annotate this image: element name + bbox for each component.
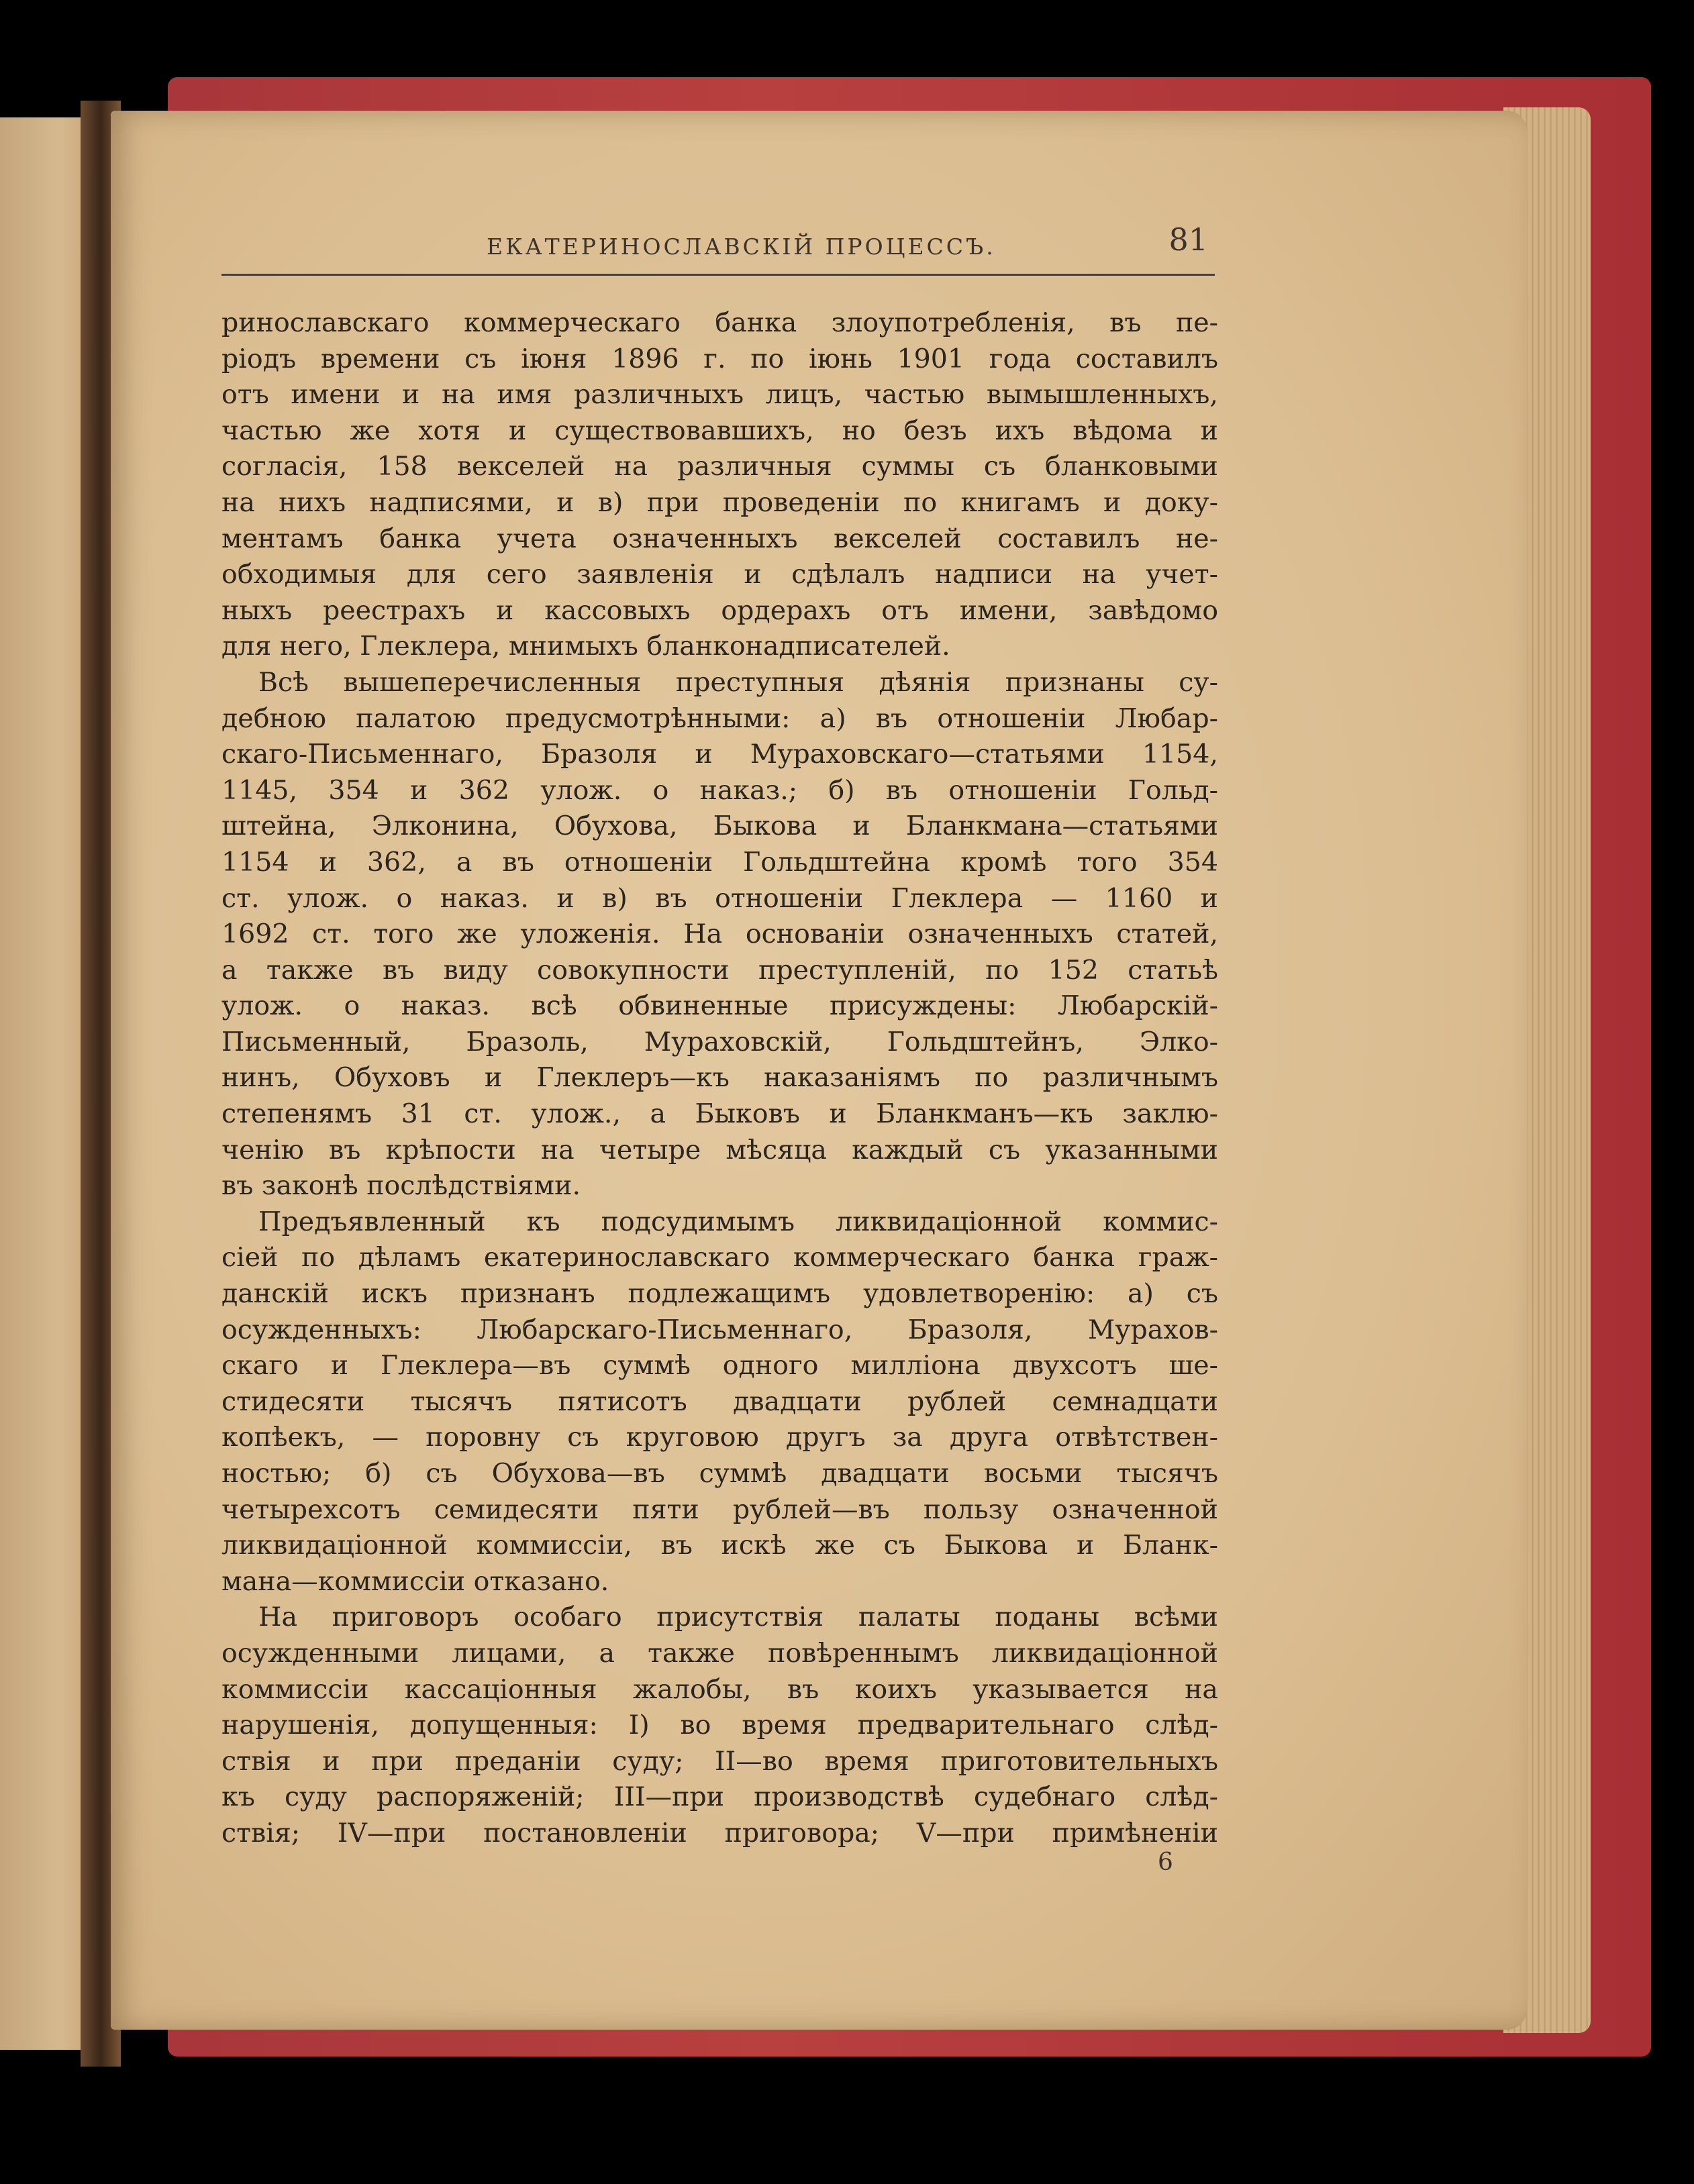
text-line: нинъ, Обуховъ и Глеклеръ—къ наказаніямъ по различнымъ <box>221 1062 1218 1094</box>
text-line: 1145, 354 и 362 улож. о наказ.; б) въ отношеніи Гольд- <box>221 774 1218 806</box>
text-line: осужденными лицами, а также повѣреннымъ ликвидаціонной <box>221 1637 1218 1669</box>
text-line: улож. о наказ. всѣ обвиненные присуждены: Любарскій- <box>221 990 1218 1022</box>
paragraph-first-line: Всѣ вышеперечисленныя преступныя дѣянія признаны су- <box>258 666 1218 698</box>
text-line: обходимыя для сего заявленія и сдѣлалъ надписи на учет- <box>221 559 1218 590</box>
text-line: данскій искъ признанъ подлежащимъ удовлетворенію: а) съ <box>221 1278 1218 1310</box>
text-line: дебною палатою предусмотрѣнными: а) въ отношеніи Любар- <box>221 703 1218 734</box>
paragraph-first-line: Предъявленный къ подсудимымъ ликвидаціонной коммис- <box>258 1206 1218 1237</box>
text-line: а также въ виду совокупности преступленій, по 152 статьѣ <box>221 954 1218 986</box>
text-line: сіей по дѣламъ екатеринославскаго коммерческаго банка граж- <box>221 1242 1218 1273</box>
text-line: ринославскаго коммерческаго банка злоупотребленія, въ пе- <box>221 307 1218 338</box>
text-line: ностью; б) съ Обухова—въ суммѣ двадцати восьми тысячъ <box>221 1458 1218 1489</box>
text-line: скаго-Письменнаго, Бразоля и Мураховскаго—статьями 1154, <box>221 739 1218 770</box>
text-line: ченію въ крѣпости на четыре мѣсяца каждый съ указанными <box>221 1134 1218 1165</box>
text-line: штейна, Элконина, Обухова, Быкова и Бланкмана—статьями <box>221 811 1218 842</box>
text-line: степенямъ 31 ст. улож., а Быковъ и Бланкманъ—къ заклю- <box>221 1098 1218 1130</box>
text-line: мана—коммиссіи отказано. <box>221 1565 609 1597</box>
text-line: осужденныхъ: Любарскаго-Письменнаго, Бразоля, Мурахов- <box>221 1314 1218 1345</box>
text-line: ріодъ времени съ іюня 1896 г. по іюнь 1901 года составилъ <box>221 343 1218 374</box>
text-line: ныхъ реестрахъ и кассовыхъ ордерахъ отъ имени, завѣдомо <box>221 594 1218 626</box>
page-number: 81 <box>1168 221 1208 258</box>
paragraph-first-line: На приговоръ особаго присутствія палаты поданы всѣми <box>258 1602 1218 1633</box>
header-rule <box>221 274 1215 276</box>
text-line: въ законѣ послѣдствіями. <box>221 1170 581 1202</box>
text-line: на нихъ надписями, и в) при проведеніи по книгамъ и доку- <box>221 486 1218 518</box>
text-line: частью же хотя и существовавшихъ, но безъ ихъ вѣдома и <box>221 415 1218 446</box>
text-line: ст. улож. о наказ. и в) въ отношеніи Глеклера — 1160 и <box>221 882 1218 914</box>
text-line: для него, Глеклера, мнимыхъ бланконадписателей. <box>221 631 950 662</box>
text-line: ликвидаціонной коммиссіи, въ искѣ же съ Быкова и Бланк- <box>221 1530 1218 1561</box>
text-line: отъ имени и на имя различныхъ лицъ, частью вымышленныхъ, <box>221 379 1218 411</box>
text-line: согласія, 158 векселей на различныя суммы съ бланковыми <box>221 451 1218 482</box>
text-line: ствія; IV—при постановленіи приговора; V—при примѣненіи <box>221 1817 1218 1849</box>
text-line: стидесяти тысячъ пятисотъ двадцати рублей семнадцати <box>221 1386 1218 1417</box>
text-line: копѣекъ, — поровну съ круговою другъ за друга отвѣтствен- <box>221 1422 1218 1453</box>
text-line: ствія и при преданіи суду; II—во время приготовительныхъ <box>221 1745 1218 1777</box>
signature-mark: 6 <box>1158 1849 1173 1876</box>
page-header <box>221 221 1215 275</box>
running-title: ЕКАТЕРИНОСЛАВСКІЙ ПРОЦЕССЪ. <box>487 233 996 260</box>
text-line: Письменный, Бразоль, Мураховскій, Гольдштейнъ, Элко- <box>221 1026 1218 1057</box>
text-line: 1692 ст. того же уложенія. На основаніи означенныхъ статей, <box>221 919 1218 950</box>
text-line: къ суду распоряженій; III—при производствѣ судебнаго слѣд- <box>221 1781 1218 1813</box>
text-line: ментамъ банка учета означенныхъ векселей составилъ не- <box>221 523 1218 554</box>
text-line: коммиссіи кассаціонныя жалобы, въ коихъ указывается на <box>221 1673 1218 1705</box>
text-line: нарушенія, допущенныя: I) во время предварительнаго слѣд- <box>221 1710 1218 1741</box>
text-line: скаго и Глеклера—въ суммѣ одного милліона двухсотъ ше- <box>221 1350 1218 1382</box>
body-text <box>221 305 1218 1852</box>
text-line: четырехсотъ семидесяти пяти рублей—въ пользу означенной <box>221 1494 1218 1525</box>
text-line: 1154 и 362, а въ отношеніи Гольдштейна кромѣ того 354 <box>221 846 1218 878</box>
